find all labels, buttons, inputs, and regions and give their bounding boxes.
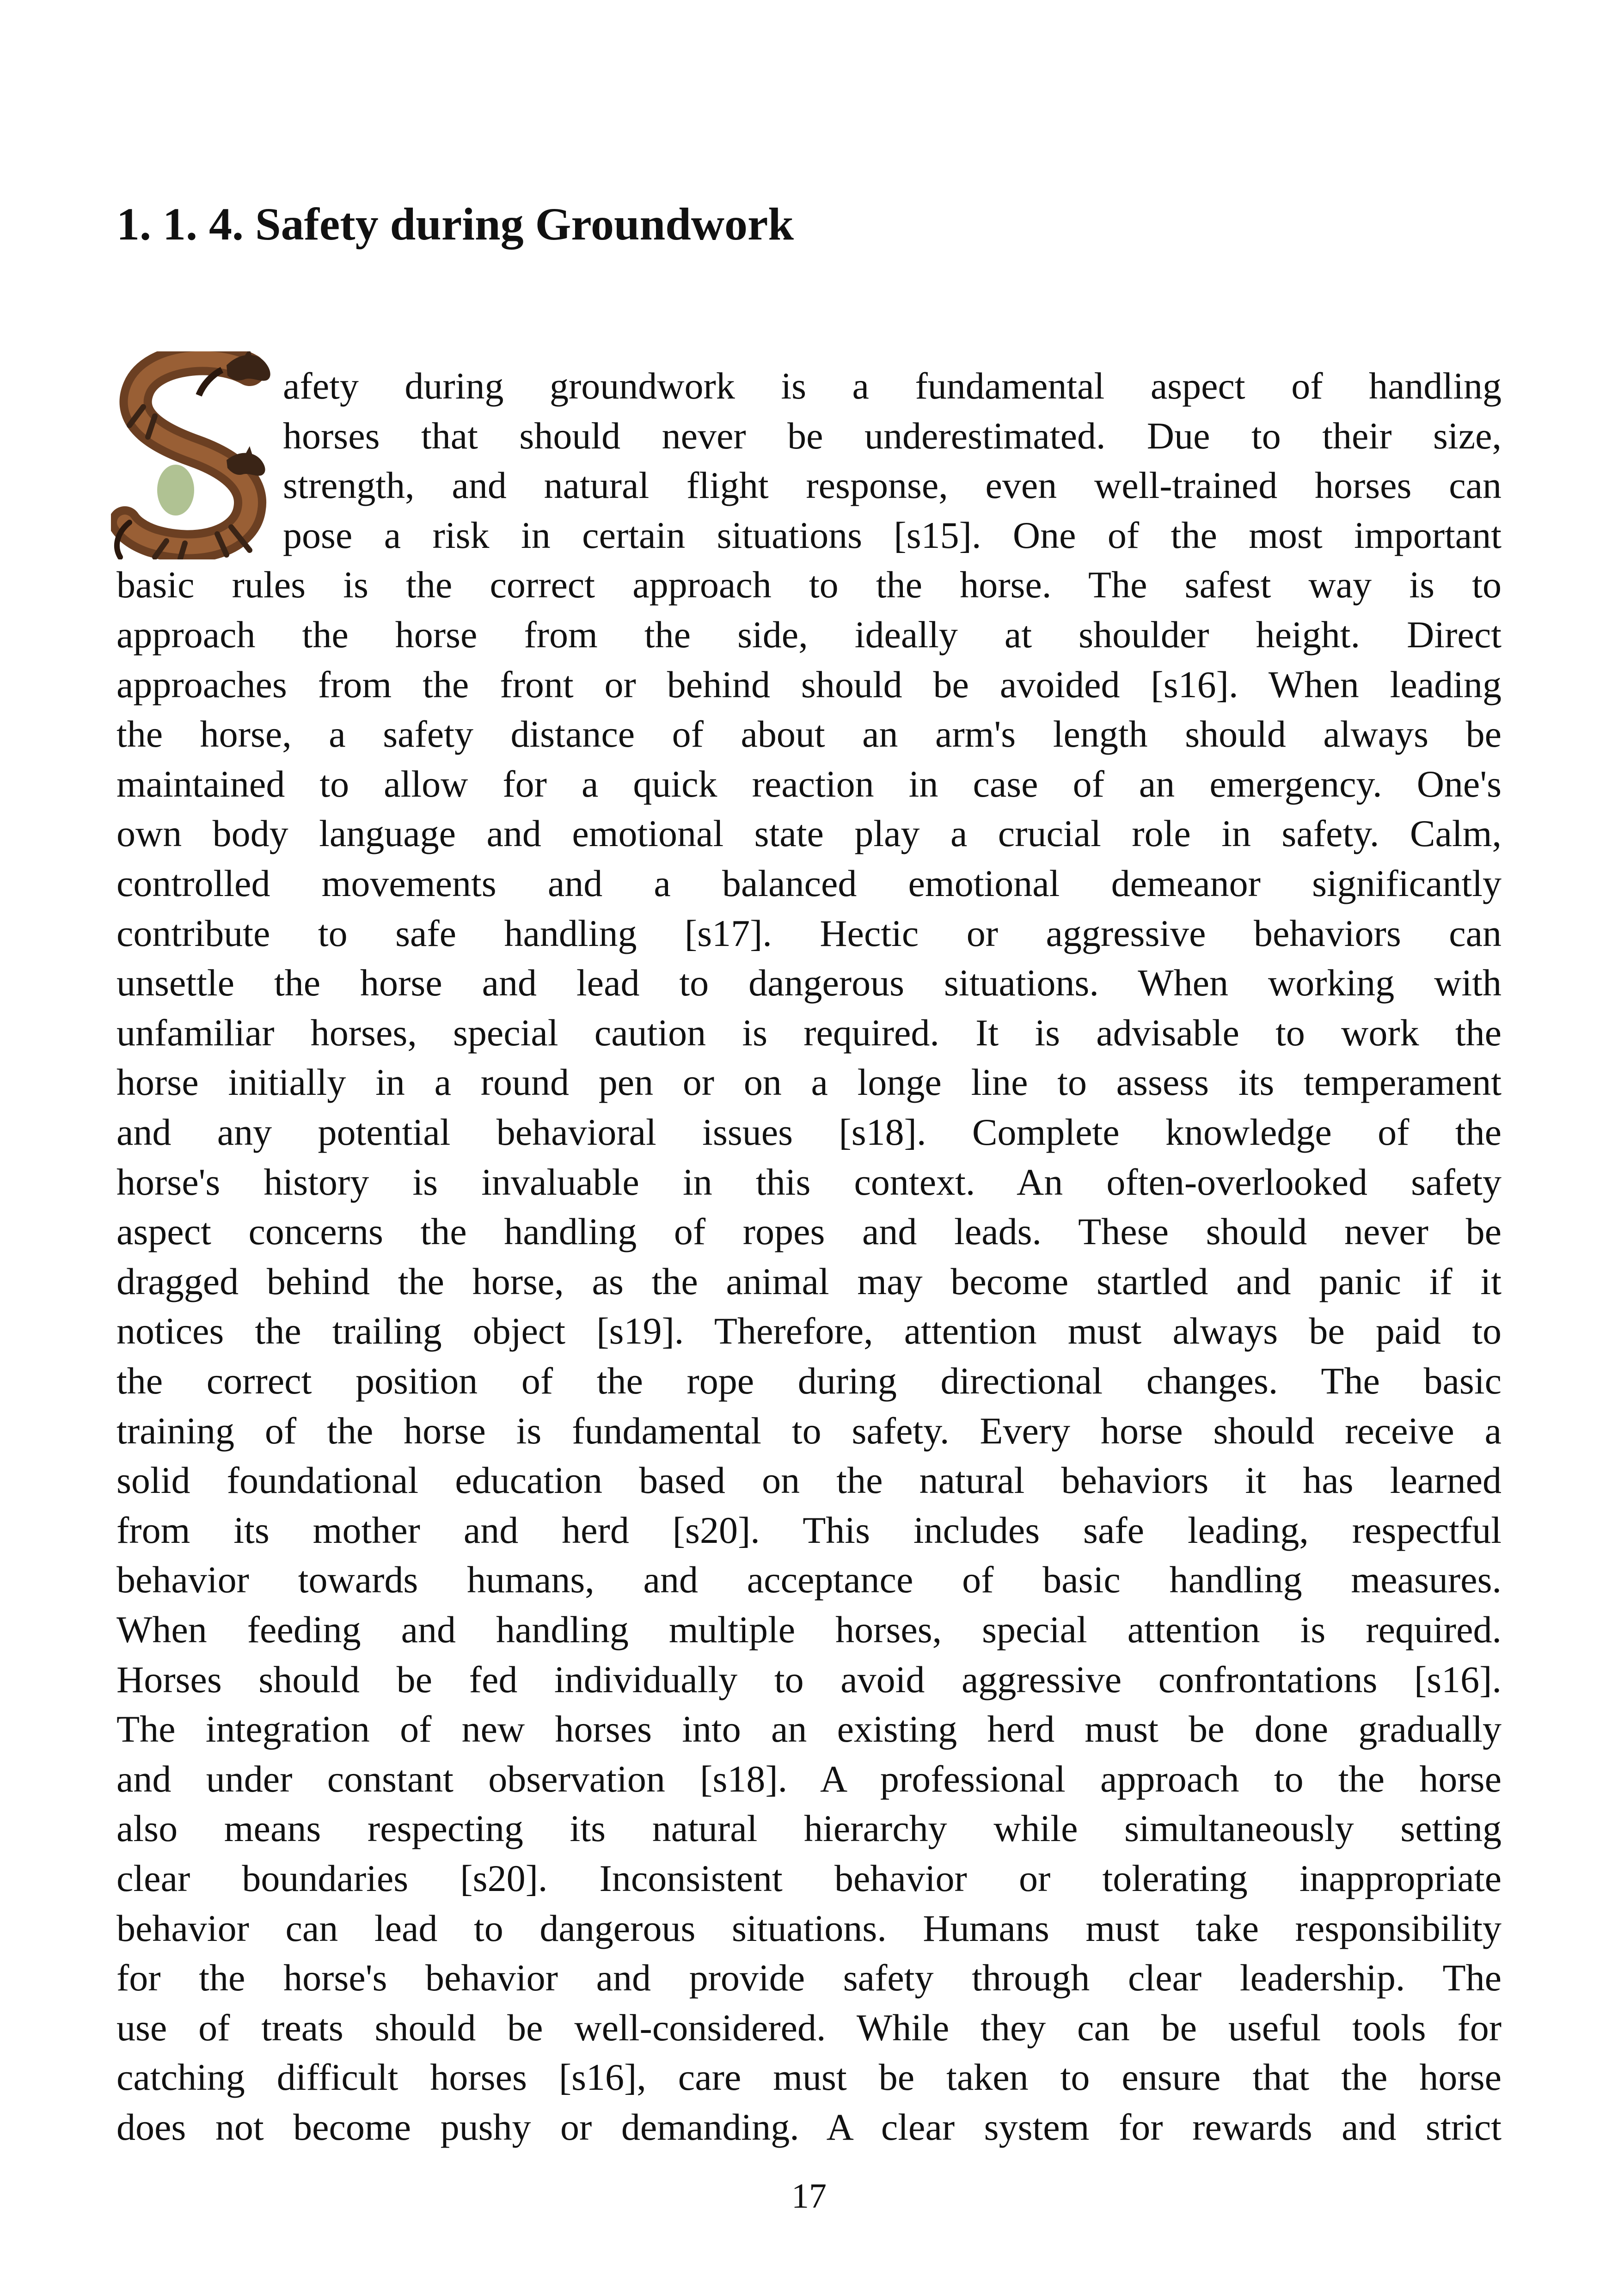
body-line: pose a risk in certain situations [s15]. One of the most important (283, 514, 1502, 556)
body-line: maintained to allow for a quick reaction in case of an emergency. One's (116, 763, 1502, 805)
body-line: horses that should never be underestimated. Due to their size, (283, 415, 1502, 457)
page-number: 17 (791, 2177, 827, 2216)
body-line: from its mother and herd [s20]. This includes safe leading, respectful (116, 1509, 1502, 1551)
body-line: use of treats should be well-considered. While they can be useful tools for (116, 2007, 1502, 2049)
body-line: training of the horse is fundamental to safety. Every horse should receive a (116, 1410, 1502, 1452)
body-line: The integration of new horses into an existing herd must be done gradually (116, 1708, 1502, 1750)
body-line: clear boundaries [s20]. Inconsistent behavior or tolerating inappropriate (116, 1857, 1502, 1899)
body-line: aspect concerns the handling of ropes and leads. These should never be (116, 1210, 1502, 1252)
body-line: and any potential behavioral issues [s18]. Complete knowledge of the (116, 1111, 1502, 1153)
body-line: unsettle the horse and lead to dangerous situations. When working with (116, 962, 1502, 1004)
body-line: When feeding and handling multiple horses, special attention is required. (116, 1608, 1502, 1651)
body-line: own body language and emotional state play a crucial role in safety. Calm, (116, 812, 1502, 854)
body-line: does not become pushy or demanding. A clear system for rewards and strict (116, 2106, 1502, 2148)
body-line: horse initially in a round pen or on a longe line to assess its temperament (116, 1061, 1502, 1103)
body-line: behavior can lead to dangerous situations. Humans must take responsibility (116, 1907, 1502, 1949)
body-line: the horse, a safety distance of about an arm's length should always be (116, 713, 1502, 755)
body-line: strength, and natural flight response, even well-trained horses can (283, 464, 1502, 506)
body-line: notices the trailing object [s19]. Therefore, attention must always be paid to (116, 1310, 1502, 1352)
body-line: unfamiliar horses, special caution is required. It is advisable to work the (116, 1012, 1502, 1054)
body-line: approaches from the front or behind should be avoided [s16]. When leading (116, 663, 1502, 706)
body-line: solid foundational education based on the natural behaviors it has learned (116, 1459, 1502, 1501)
body-line: dragged behind the horse, as the animal may become startled and panic if it (116, 1260, 1502, 1302)
body-line: horse's history is invaluable in this context. An often-overlooked safety (116, 1161, 1502, 1203)
body-line: catching difficult horses [s16], care must be taken to ensure that the horse (116, 2056, 1502, 2098)
body-line: also means respecting its natural hierarchy while simultaneously setting (116, 1807, 1502, 1849)
body-line: basic rules is the correct approach to the horse. The safest way is to (116, 564, 1502, 606)
section-heading: 1. 1. 4. Safety during Groundwork (116, 198, 794, 250)
body-line: behavior towards humans, and acceptance of basic handling measures. (116, 1559, 1502, 1601)
body-line: and under constant observation [s18]. A professional approach to the horse (116, 1758, 1502, 1800)
horse-letter-s-illustration (111, 351, 277, 559)
body-line: the correct position of the rope during directional changes. The basic (116, 1360, 1502, 1402)
body-line: controlled movements and a balanced emotional demeanor significantly (116, 862, 1502, 904)
body-line: approach the horse from the side, ideally at shoulder height. Direct (116, 614, 1502, 656)
body-line: contribute to safe handling [s17]. Hectic or aggressive behaviors can (116, 912, 1502, 954)
body-line: afety during groundwork is a fundamental aspect of handling (283, 365, 1502, 407)
body-line: for the horse's behavior and provide safety through clear leadership. The (116, 1957, 1502, 1999)
body-line: Horses should be fed individually to avoid aggressive confrontations [s16]. (116, 1658, 1502, 1701)
